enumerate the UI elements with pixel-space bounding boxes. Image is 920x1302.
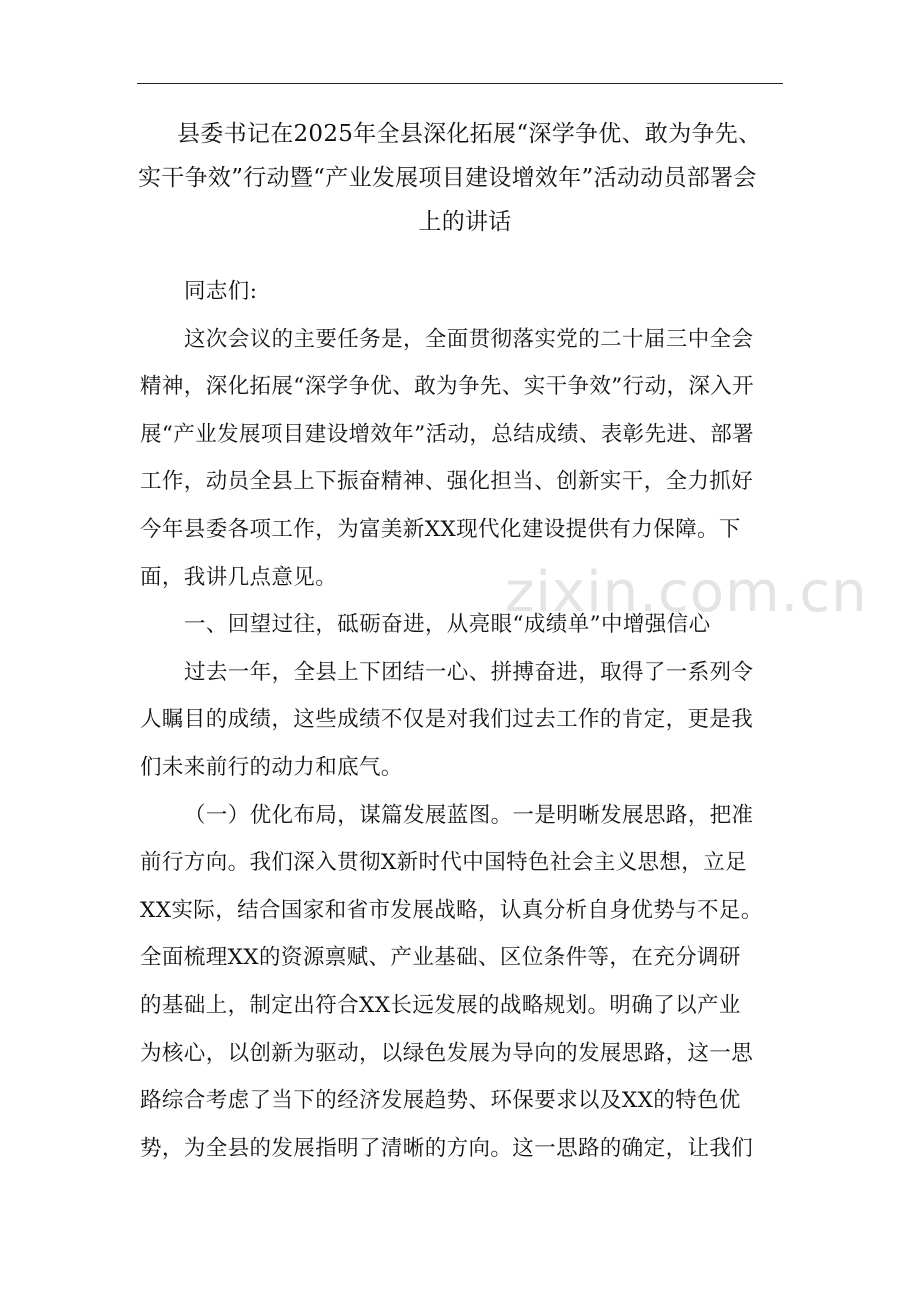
text-line: 精神，深化拓展“深学争优、敢为争先、实干争效”行动，深入开	[140, 374, 755, 400]
section-heading: 一、回望过往，砥砺奋进，从亮眼“成绩单”中增强信心	[184, 612, 711, 638]
text-line: 们未来前行的动力和底气。	[140, 754, 403, 780]
title-line: 县委书记在2025年全县深化拓展“深学争优、敢为争先、	[177, 121, 762, 147]
paragraph-layout	[140, 792, 785, 1173]
text-line: 势，为全县的发展指明了清晰的方向。这一思路的确定，让我们	[140, 1135, 754, 1161]
text-line: 面，我讲几点意见。	[140, 564, 338, 590]
text-line: 展“产业发展项目建设增效年”活动，总结成绩、表彰先进、部署	[140, 421, 755, 447]
text-line: （一）优化布局，谋篇发展蓝图。一是明晰发展思路，把准	[184, 802, 754, 828]
salutation: 同志们:	[184, 279, 258, 304]
paragraph-intro	[140, 316, 785, 602]
text-line: 路综合考虑了当下的经济发展趋势、环保要求以及XX的特色优	[140, 1088, 741, 1114]
text-line: 工作，动员全县上下振奋精神、强化担当、创新实干，全力抓好	[140, 469, 754, 495]
header-rule	[137, 83, 783, 84]
text-line: 这次会议的主要任务是，全面贯彻落实党的二十届三中全会	[184, 326, 754, 352]
text-line: 今年县委各项工作，为富美新XX现代化建设提供有力保障。下	[140, 516, 741, 542]
text-line: 人瞩目的成绩，这些成绩不仅是对我们过去工作的肯定，更是我	[140, 707, 754, 733]
text-line: 的基础上，制定出符合XX长远发展的战略规划。明确了以产业	[140, 992, 741, 1018]
title-line: 上的讲话	[418, 209, 512, 235]
text-line: 过去一年，全县上下团结一心、拼搏奋进，取得了一系列令	[184, 659, 754, 685]
text-line: XX实际，结合国家和省市发展战略，认真分析自身优势与不足。	[140, 897, 763, 923]
text-line: 前行方向。我们深入贯彻X新时代中国特色社会主义思想，立足	[140, 850, 748, 876]
text-line: 全面梳理XX的资源禀赋、产业基础、区位条件等，在充分调研	[140, 945, 741, 971]
title-line: 实干争效”行动暨“产业发展项目建设增效年”活动动员部署会	[138, 165, 757, 191]
paragraph-review	[140, 649, 785, 792]
text-line: 为核心，以创新为驱动，以绿色发展为导向的发展思路，这一思	[140, 1040, 754, 1066]
document-title	[130, 112, 800, 244]
watermark: zixin.com.cn	[505, 560, 868, 625]
document-body	[140, 268, 785, 1172]
